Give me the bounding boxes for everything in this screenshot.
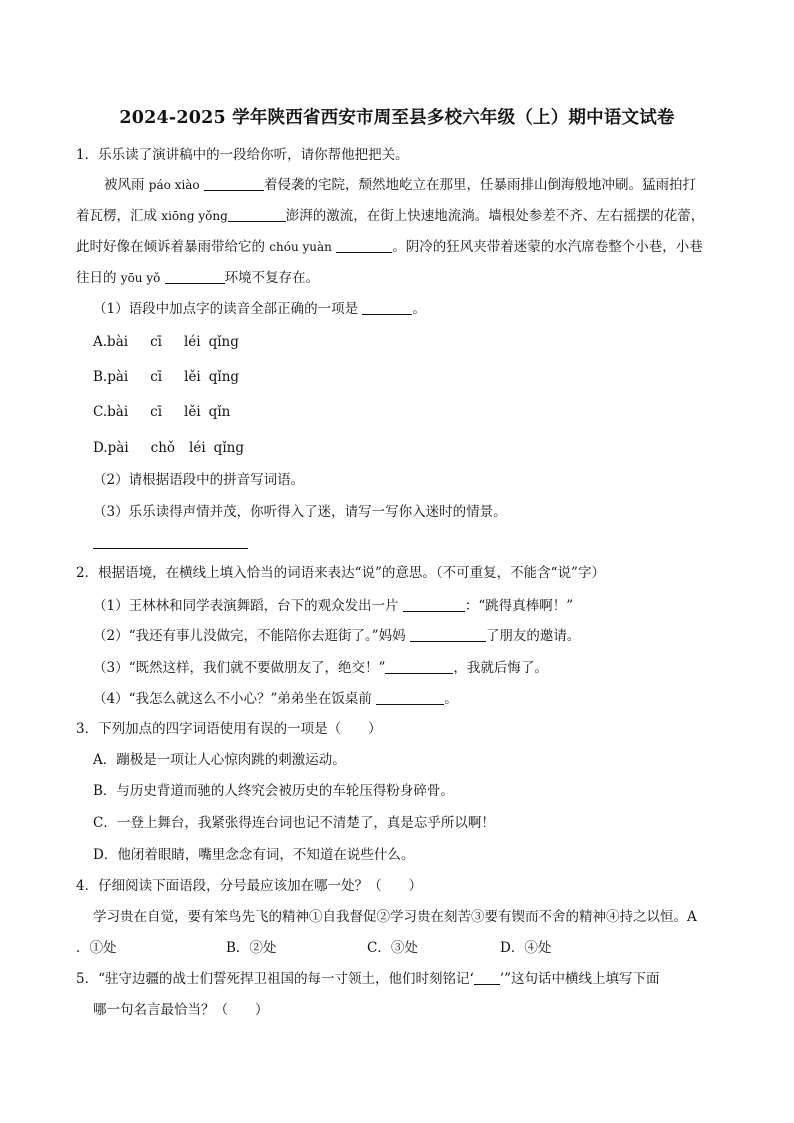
page-title: 2024-2025 学年陕西省西安市周至县多校六年级（上）期中语文试卷 [119, 108, 675, 128]
q3-option-c[interactable]: C．一登上舞台，我紧张得连台词也记不清楚了，真是忘乎所以啊！ [93, 815, 495, 831]
q2-blank-2[interactable] [410, 627, 486, 642]
q4-option-c[interactable]: C．③处 [367, 940, 418, 956]
q1-answer-line[interactable] [93, 548, 248, 549]
q3-option-b[interactable]: B．与历史背道而驰的人终究会被历史的车轮压得粉身碎骨。 [93, 783, 454, 799]
q1-paragraph-line-4: 往日的 yōu yǒ 环境不复存在。 [76, 270, 320, 286]
q5-stem: 5．“驻守边疆的战士们誓死捍卫祖国的每一寸领土，他们时刻铭记‘ ’”这句话中横线上填写下面 [76, 971, 660, 987]
q2-sub-4: （4）“我怎么就这么不小心？”弟弟坐在饭桌前 。 [93, 691, 458, 707]
q1-blank-4[interactable] [165, 269, 225, 284]
q1-sub-question-2: （2）请根据语段中的拼音写词语。 [93, 472, 305, 488]
q1-paragraph-line-2: 着瓦楞，汇成 xiōng yǒng 澎湃的激流，在街上快速地流淌。墙根处参差不齐、左右摇摆的花蕾， [76, 208, 705, 224]
q4-passage: 学习贵在自觉，要有笨鸟先飞的精神①自我督促②学习贵在刻苦③要有锲而不舍的精神④持之以恒。A [93, 909, 697, 925]
q2-blank-3[interactable] [385, 659, 453, 674]
q1-option-c[interactable]: C.bài cī lěi qǐn [93, 404, 231, 420]
q1-blank-3[interactable] [336, 238, 392, 253]
q1-option-a[interactable]: A.bài cī léi qǐng [93, 334, 239, 350]
q2-stem: 2．根据语境，在横线上填入恰当的词语来表达“说”的意思。（不可重复，不能含“说”字） [76, 565, 605, 581]
q3-stem: 3．下列加点的四字词语使用有误的一项是（ ） [76, 721, 382, 737]
q4-option-b[interactable]: B．②处 [226, 940, 277, 956]
q1-sub1-blank[interactable] [362, 300, 412, 315]
q3-option-d[interactable]: D．他闭着眼睛，嘴里念念有词，不知道在说些什么。 [93, 847, 415, 863]
q1-option-d[interactable]: D.pài chǒ léi qǐng [93, 440, 244, 456]
q2-sub-3: （3）“既然这样，我们就不要做朋友了，绝交！” ，我就后悔了。 [93, 660, 548, 676]
q1-sub-question-1: （1）语段中加点字的读音全部正确的一项是 。 [93, 301, 426, 317]
q5-stem-line-2: 哪一句名言最恰当？（ ） [93, 1002, 269, 1018]
q4-option-a[interactable]: ．①处 [76, 940, 117, 956]
pinyin-paoxiao: páo xiào [148, 178, 200, 192]
q1-blank-1[interactable] [204, 176, 264, 191]
q4-options [76, 938, 551, 958]
q4-option-d[interactable]: D．④处 [500, 940, 552, 956]
pinyin-chouyuan: chóu yuàn [269, 240, 332, 254]
q2-blank-1[interactable] [403, 597, 465, 612]
q4-stem: 4．仔细阅读下面语段，分号最应该加在哪一处？（ ） [76, 878, 423, 894]
pinyin-xiongyong: xiōng yǒng [161, 209, 228, 223]
q2-sub-1: （1）王林林和同学表演舞蹈，台下的观众发出一片 ：“跳得真棒啊！” [93, 598, 574, 614]
q1-sub-question-3: （3）乐乐读得声情并茂，你听得入了迷，请写一写你入迷时的情景。 [93, 504, 507, 520]
q1-blank-2[interactable] [228, 207, 286, 222]
q1-option-b[interactable]: B.pài cī lěi qǐng [93, 369, 240, 385]
q2-blank-4[interactable] [376, 690, 444, 705]
q1-paragraph-line-3: 此时好像在倾诉着暴雨带给它的 chóu yuàn 。阴冷的狂风夹带着迷蒙的水汽席卷整个小巷，小巷 [76, 239, 703, 255]
pinyin-youya: yōu yǒ [120, 271, 161, 285]
q5-blank[interactable] [474, 970, 500, 985]
q3-option-a[interactable]: A．蹦极是一项让人心惊肉跳的刺激运动。 [93, 752, 346, 768]
q1-stem: 1．乐乐读了演讲稿中的一段给你听，请你帮他把把关。 [76, 147, 409, 163]
q1-paragraph-line-1: 被风雨 páo xiào 着侵袭的宅院，颓然地屹立在那里，任暴雨排山倒海般地冲刷。猛雨拍打 [104, 177, 696, 193]
q2-sub-2: （2）“我还有事儿没做完，不能陪你去逛街了。”妈妈 了朋友的邀请。 [93, 628, 581, 644]
